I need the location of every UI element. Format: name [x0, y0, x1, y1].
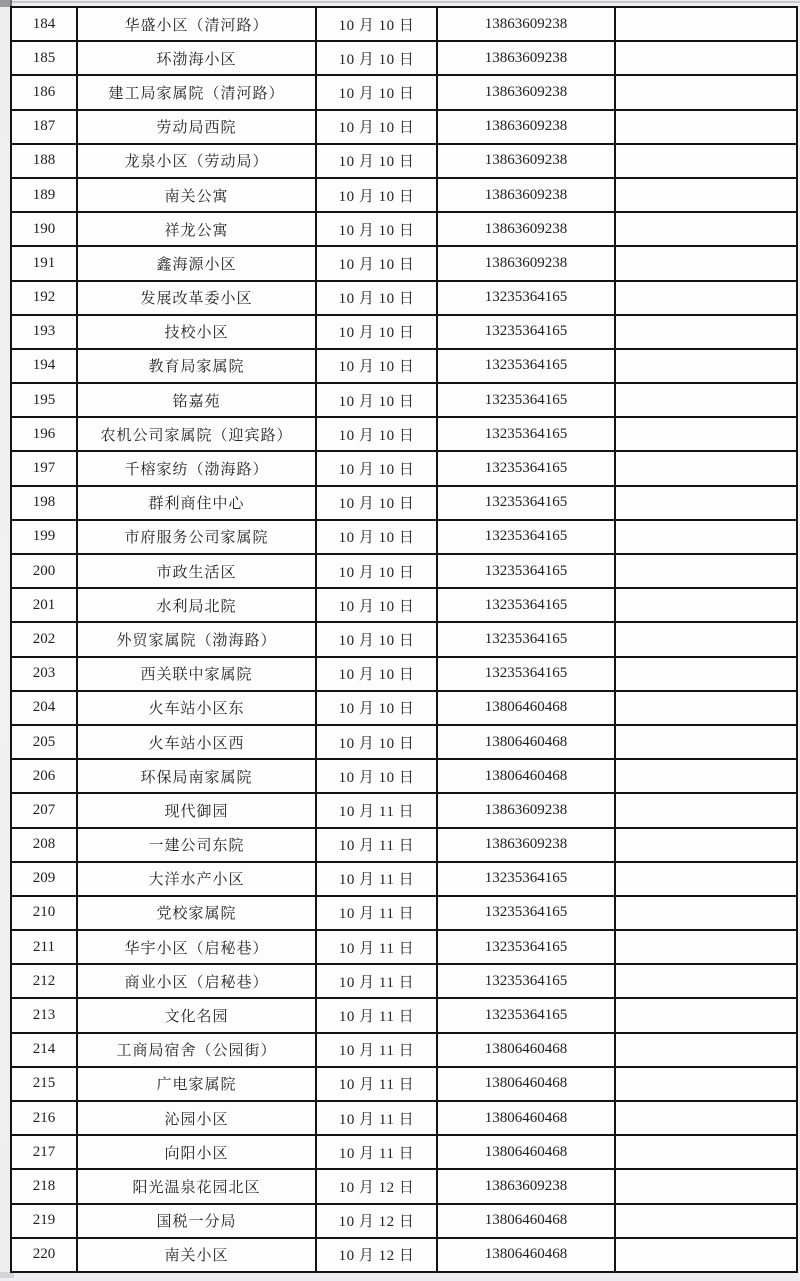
table-row	[11, 725, 797, 759]
date-cell: 10 月 10 日	[316, 725, 437, 759]
phone-cell: 13235364165	[437, 554, 615, 588]
date-cell: 10 月 11 日	[316, 930, 437, 964]
row-number-cell: 201	[11, 588, 77, 622]
row-number-cell: 204	[11, 691, 77, 725]
community-name-cell: 西关联中家属院	[77, 657, 316, 691]
table-row	[11, 417, 797, 451]
community-name-cell: 南关公寓	[77, 178, 316, 212]
table-row	[11, 520, 797, 554]
remark-cell	[615, 1101, 797, 1135]
table-row	[11, 896, 797, 930]
remark-cell	[615, 1033, 797, 1067]
row-number-cell: 200	[11, 554, 77, 588]
remark-cell	[615, 862, 797, 896]
remark-cell	[615, 657, 797, 691]
table-row	[11, 588, 797, 622]
phone-cell: 13863609238	[437, 246, 615, 280]
table-row	[11, 964, 797, 998]
row-number-cell: 184	[11, 7, 77, 41]
community-name-cell: 一建公司东院	[77, 828, 316, 862]
community-name-cell: 华盛小区（清河路）	[77, 7, 316, 41]
remark-cell	[615, 1204, 797, 1238]
community-name-cell: 技校小区	[77, 315, 316, 349]
community-name-cell: 现代御园	[77, 793, 316, 827]
row-number-cell: 190	[11, 212, 77, 246]
remark-cell	[615, 793, 797, 827]
date-cell: 10 月 11 日	[316, 1101, 437, 1135]
row-number-cell: 187	[11, 110, 77, 144]
community-name-cell: 文化名园	[77, 998, 316, 1032]
table-row	[11, 7, 797, 41]
row-number-cell: 218	[11, 1169, 77, 1203]
table-row	[11, 349, 797, 383]
date-cell: 10 月 10 日	[316, 486, 437, 520]
community-schedule-table	[10, 6, 798, 1273]
remark-cell	[615, 315, 797, 349]
date-cell: 10 月 10 日	[316, 281, 437, 315]
row-number-cell: 197	[11, 451, 77, 485]
remark-cell	[615, 7, 797, 41]
table-row	[11, 1033, 797, 1067]
row-number-cell: 193	[11, 315, 77, 349]
community-name-cell: 劳动局西院	[77, 110, 316, 144]
date-cell: 10 月 11 日	[316, 828, 437, 862]
community-name-cell: 水利局北院	[77, 588, 316, 622]
row-number-cell: 211	[11, 930, 77, 964]
date-cell: 10 月 10 日	[316, 75, 437, 109]
phone-cell: 13863609238	[437, 41, 615, 75]
remark-cell	[615, 1067, 797, 1101]
community-name-cell: 沁园小区	[77, 1101, 316, 1135]
phone-cell: 13235364165	[437, 862, 615, 896]
row-number-cell: 199	[11, 520, 77, 554]
phone-cell: 13235364165	[437, 417, 615, 451]
community-name-cell: 外贸家属院（渤海路）	[77, 622, 316, 656]
row-number-cell: 210	[11, 896, 77, 930]
community-name-cell: 铭嘉苑	[77, 383, 316, 417]
table-row	[11, 315, 797, 349]
remark-cell	[615, 520, 797, 554]
date-cell: 10 月 11 日	[316, 896, 437, 930]
remark-cell	[615, 622, 797, 656]
phone-cell: 13863609238	[437, 793, 615, 827]
phone-cell: 13806460468	[437, 1067, 615, 1101]
row-number-cell: 216	[11, 1101, 77, 1135]
row-number-cell: 219	[11, 1204, 77, 1238]
phone-cell: 13806460468	[437, 759, 615, 793]
community-name-cell: 龙泉小区（劳动局）	[77, 144, 316, 178]
phone-cell: 13235364165	[437, 315, 615, 349]
table-row	[11, 383, 797, 417]
remark-cell	[615, 1135, 797, 1169]
row-number-cell: 189	[11, 178, 77, 212]
table-row	[11, 1135, 797, 1169]
phone-cell: 13863609238	[437, 1169, 615, 1203]
table-row	[11, 1169, 797, 1203]
remark-cell	[615, 486, 797, 520]
phone-cell: 13235364165	[437, 657, 615, 691]
table-row	[11, 793, 797, 827]
date-cell: 10 月 11 日	[316, 1067, 437, 1101]
phone-cell: 13235364165	[437, 383, 615, 417]
remark-cell	[615, 178, 797, 212]
row-number-cell: 213	[11, 998, 77, 1032]
date-cell: 10 月 11 日	[316, 998, 437, 1032]
remark-cell	[615, 246, 797, 280]
table-row	[11, 828, 797, 862]
community-name-cell: 环渤海小区	[77, 41, 316, 75]
community-name-cell: 党校家属院	[77, 896, 316, 930]
phone-cell: 13806460468	[437, 1033, 615, 1067]
table-row	[11, 451, 797, 485]
row-number-cell: 217	[11, 1135, 77, 1169]
remark-cell	[615, 554, 797, 588]
row-number-cell: 220	[11, 1238, 77, 1272]
community-name-cell: 大洋水产小区	[77, 862, 316, 896]
phone-cell: 13863609238	[437, 828, 615, 862]
community-name-cell: 祥龙公寓	[77, 212, 316, 246]
phone-cell: 13806460468	[437, 691, 615, 725]
date-cell: 10 月 10 日	[316, 622, 437, 656]
row-number-cell: 207	[11, 793, 77, 827]
table-row	[11, 281, 797, 315]
date-cell: 10 月 11 日	[316, 964, 437, 998]
community-name-cell: 华宇小区（启秘巷）	[77, 930, 316, 964]
table-row	[11, 759, 797, 793]
schedule-table-body	[11, 7, 797, 1272]
remark-cell	[615, 41, 797, 75]
phone-cell: 13235364165	[437, 622, 615, 656]
phone-cell: 13806460468	[437, 725, 615, 759]
table-row	[11, 178, 797, 212]
phone-cell: 13806460468	[437, 1101, 615, 1135]
community-name-cell: 国税一分局	[77, 1204, 316, 1238]
community-name-cell: 建工局家属院（清河路）	[77, 75, 316, 109]
community-name-cell: 火车站小区西	[77, 725, 316, 759]
row-number-cell: 191	[11, 246, 77, 280]
community-name-cell: 火车站小区东	[77, 691, 316, 725]
table-row	[11, 212, 797, 246]
remark-cell	[615, 1169, 797, 1203]
community-name-cell: 农机公司家属院（迎宾路）	[77, 417, 316, 451]
date-cell: 10 月 10 日	[316, 417, 437, 451]
community-name-cell: 向阳小区	[77, 1135, 316, 1169]
date-cell: 10 月 10 日	[316, 246, 437, 280]
remark-cell	[615, 1238, 797, 1272]
table-row	[11, 110, 797, 144]
remark-cell	[615, 998, 797, 1032]
date-cell: 10 月 12 日	[316, 1204, 437, 1238]
phone-cell: 13863609238	[437, 7, 615, 41]
phone-cell: 13806460468	[437, 1204, 615, 1238]
phone-cell: 13863609238	[437, 75, 615, 109]
table-row	[11, 622, 797, 656]
phone-cell: 13863609238	[437, 110, 615, 144]
community-name-cell: 群利商住中心	[77, 486, 316, 520]
date-cell: 10 月 10 日	[316, 212, 437, 246]
row-number-cell: 185	[11, 41, 77, 75]
date-cell: 10 月 12 日	[316, 1238, 437, 1272]
table-row	[11, 691, 797, 725]
row-number-cell: 203	[11, 657, 77, 691]
row-number-cell: 186	[11, 75, 77, 109]
date-cell: 10 月 11 日	[316, 1135, 437, 1169]
date-cell: 10 月 10 日	[316, 691, 437, 725]
table-row	[11, 1067, 797, 1101]
table-row	[11, 41, 797, 75]
row-number-cell: 208	[11, 828, 77, 862]
phone-cell: 13235364165	[437, 486, 615, 520]
date-cell: 10 月 11 日	[316, 862, 437, 896]
remark-cell	[615, 144, 797, 178]
phone-cell: 13235364165	[437, 896, 615, 930]
date-cell: 10 月 10 日	[316, 315, 437, 349]
table-row	[11, 246, 797, 280]
phone-cell: 13863609238	[437, 212, 615, 246]
remark-cell	[615, 964, 797, 998]
remark-cell	[615, 110, 797, 144]
row-number-cell: 188	[11, 144, 77, 178]
remark-cell	[615, 725, 797, 759]
row-number-cell: 215	[11, 1067, 77, 1101]
date-cell: 10 月 10 日	[316, 383, 437, 417]
date-cell: 10 月 10 日	[316, 178, 437, 212]
community-name-cell: 发展改革委小区	[77, 281, 316, 315]
community-name-cell: 南关小区	[77, 1238, 316, 1272]
community-name-cell: 鑫海源小区	[77, 246, 316, 280]
phone-cell: 13235364165	[437, 281, 615, 315]
community-name-cell: 工商局宿舍（公园街）	[77, 1033, 316, 1067]
row-number-cell: 198	[11, 486, 77, 520]
row-number-cell: 205	[11, 725, 77, 759]
table-row	[11, 1204, 797, 1238]
community-name-cell: 教育局家属院	[77, 349, 316, 383]
table-row	[11, 657, 797, 691]
date-cell: 10 月 12 日	[316, 1169, 437, 1203]
date-cell: 10 月 10 日	[316, 554, 437, 588]
phone-cell: 13235364165	[437, 451, 615, 485]
community-name-cell: 千榕家纺（渤海路）	[77, 451, 316, 485]
remark-cell	[615, 451, 797, 485]
remark-cell	[615, 896, 797, 930]
date-cell: 10 月 10 日	[316, 144, 437, 178]
table-row	[11, 554, 797, 588]
row-number-cell: 214	[11, 1033, 77, 1067]
row-number-cell: 192	[11, 281, 77, 315]
date-cell: 10 月 10 日	[316, 588, 437, 622]
date-cell: 10 月 10 日	[316, 349, 437, 383]
table-row	[11, 1101, 797, 1135]
remark-cell	[615, 212, 797, 246]
community-name-cell: 市府服务公司家属院	[77, 520, 316, 554]
phone-cell: 13863609238	[437, 178, 615, 212]
date-cell: 10 月 11 日	[316, 793, 437, 827]
community-name-cell: 市政生活区	[77, 554, 316, 588]
table-row	[11, 144, 797, 178]
date-cell: 10 月 10 日	[316, 520, 437, 554]
phone-cell: 13235364165	[437, 349, 615, 383]
row-number-cell: 194	[11, 349, 77, 383]
community-name-cell: 广电家属院	[77, 1067, 316, 1101]
phone-cell: 13235364165	[437, 520, 615, 554]
remark-cell	[615, 349, 797, 383]
row-number-cell: 209	[11, 862, 77, 896]
remark-cell	[615, 828, 797, 862]
remark-cell	[615, 759, 797, 793]
remark-cell	[615, 691, 797, 725]
table-row	[11, 1238, 797, 1272]
table-row	[11, 75, 797, 109]
date-cell: 10 月 10 日	[316, 657, 437, 691]
remark-cell	[615, 417, 797, 451]
row-number-cell: 195	[11, 383, 77, 417]
date-cell: 10 月 10 日	[316, 110, 437, 144]
table-row	[11, 486, 797, 520]
date-cell: 10 月 11 日	[316, 1033, 437, 1067]
phone-cell: 13863609238	[437, 144, 615, 178]
date-cell: 10 月 10 日	[316, 7, 437, 41]
remark-cell	[615, 588, 797, 622]
row-number-cell: 212	[11, 964, 77, 998]
phone-cell: 13235364165	[437, 930, 615, 964]
row-number-cell: 202	[11, 622, 77, 656]
remark-cell	[615, 930, 797, 964]
phone-cell: 13235364165	[437, 998, 615, 1032]
date-cell: 10 月 10 日	[316, 451, 437, 485]
cropped-row-edge	[0, 1, 800, 3]
row-number-cell: 196	[11, 417, 77, 451]
phone-cell: 13806460468	[437, 1238, 615, 1272]
community-name-cell: 环保局南家属院	[77, 759, 316, 793]
phone-cell: 13235364165	[437, 964, 615, 998]
date-cell: 10 月 10 日	[316, 759, 437, 793]
date-cell: 10 月 10 日	[316, 41, 437, 75]
community-name-cell: 商业小区（启秘巷）	[77, 964, 316, 998]
table-row	[11, 862, 797, 896]
remark-cell	[615, 281, 797, 315]
table-row	[11, 930, 797, 964]
remark-cell	[615, 75, 797, 109]
remark-cell	[615, 383, 797, 417]
table-row	[11, 998, 797, 1032]
phone-cell: 13806460468	[437, 1135, 615, 1169]
row-number-cell: 206	[11, 759, 77, 793]
phone-cell: 13235364165	[437, 588, 615, 622]
community-name-cell: 阳光温泉花园北区	[77, 1169, 316, 1203]
